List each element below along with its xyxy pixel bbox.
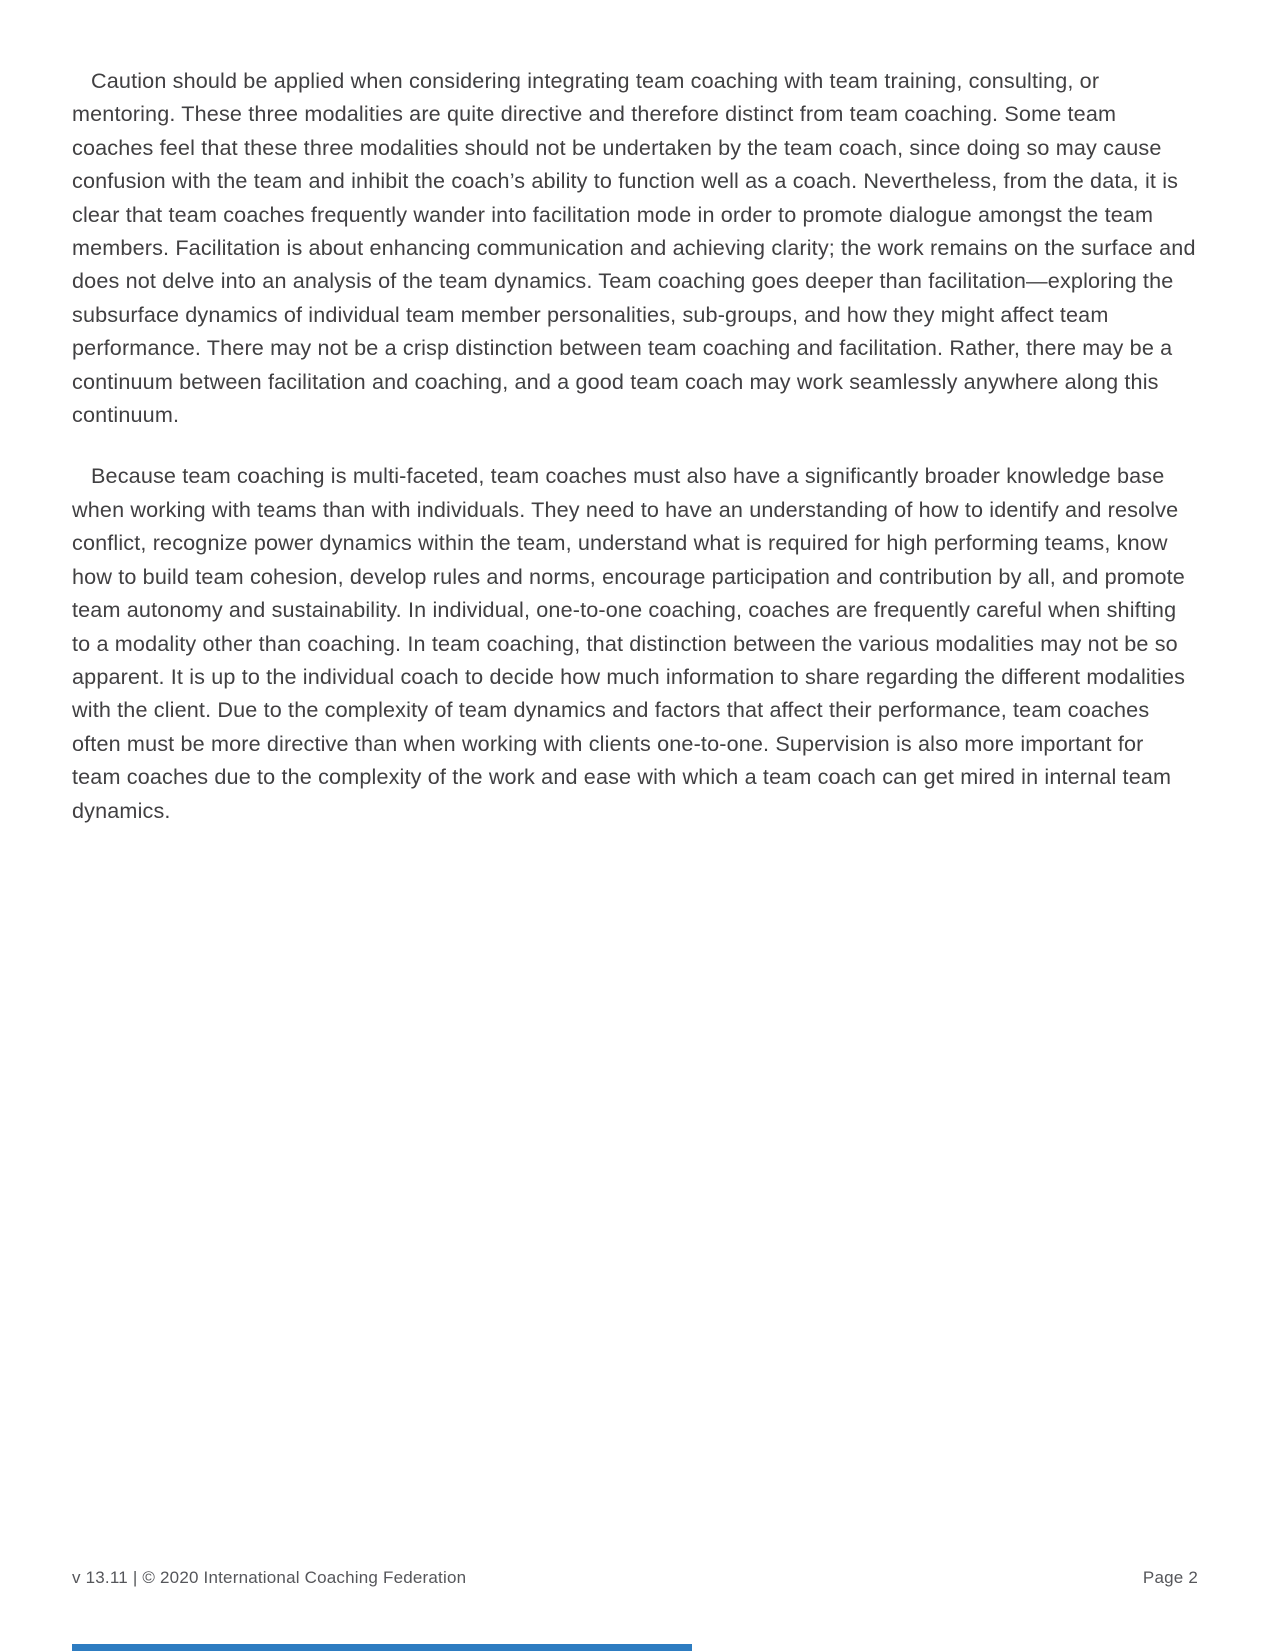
page-body xyxy=(72,64,1198,855)
body-paragraph: Because team coaching is multi-faceted, team coaches must also have a significantly broader knowledge base when working with teams than with individuals. They need to have an understanding of how to identify and resolve conflict, recognize power dynamics within the team, understand what is required for high performing teams, know how to build team cohesion, develop rules and norms, encourage participation and contribution by all, and promote team autonomy and sustainability. In individual, one-to-one coaching, coaches are frequently careful when shifting to a modality other than coaching. In team coaching, that distinction between the various modalities may not be so apparent. It is up to the individual coach to decide how much information to share regarding the different modalities with the client. Due to the complexity of team dynamics and factors that affect their performance, team coaches often must be more directive than when working with clients one-to-one. Supervision is also more important for team coaches due to the complexity of the work and ease with which a team coach can get mired in internal team dynamics. xyxy=(72,463,1186,823)
bottom-accent-bar xyxy=(72,1644,692,1651)
footer-page-number: Page 2 xyxy=(1142,1568,1198,1587)
page-footer xyxy=(72,1568,1198,1588)
body-paragraph: Caution should be applied when considering integrating team coaching with team training, consulting, or mentoring. These three modalities are quite directive and therefore distinct from team coaching. Some team coaches feel that these three modalities should not be undertaken by the team coach, since doing so may cause confusion with the team and inhibit the coach’s ability to function well as a coach. Nevertheless, from the data, it is clear that team coaches frequently wander into facilitation mode in order to promote dialogue amongst the team members. Facilitation is about enhancing communication and achieving clarity; the work remains on the surface and does not delve into an analysis of the team dynamics. Team coaching goes deeper than facilitation—exploring the subsurface dynamics of individual team member personalities, sub-groups, and how they might affect team performance. There may not be a crisp distinction between team coaching and facilitation. Rather, there may be a continuum between facilitation and coaching, and a good team coach may work seamlessly anywhere along this continuum. xyxy=(72,68,1196,428)
footer-version-copyright-text: v 13.11 | © 2020 International Coaching Federation xyxy=(72,1568,467,1587)
